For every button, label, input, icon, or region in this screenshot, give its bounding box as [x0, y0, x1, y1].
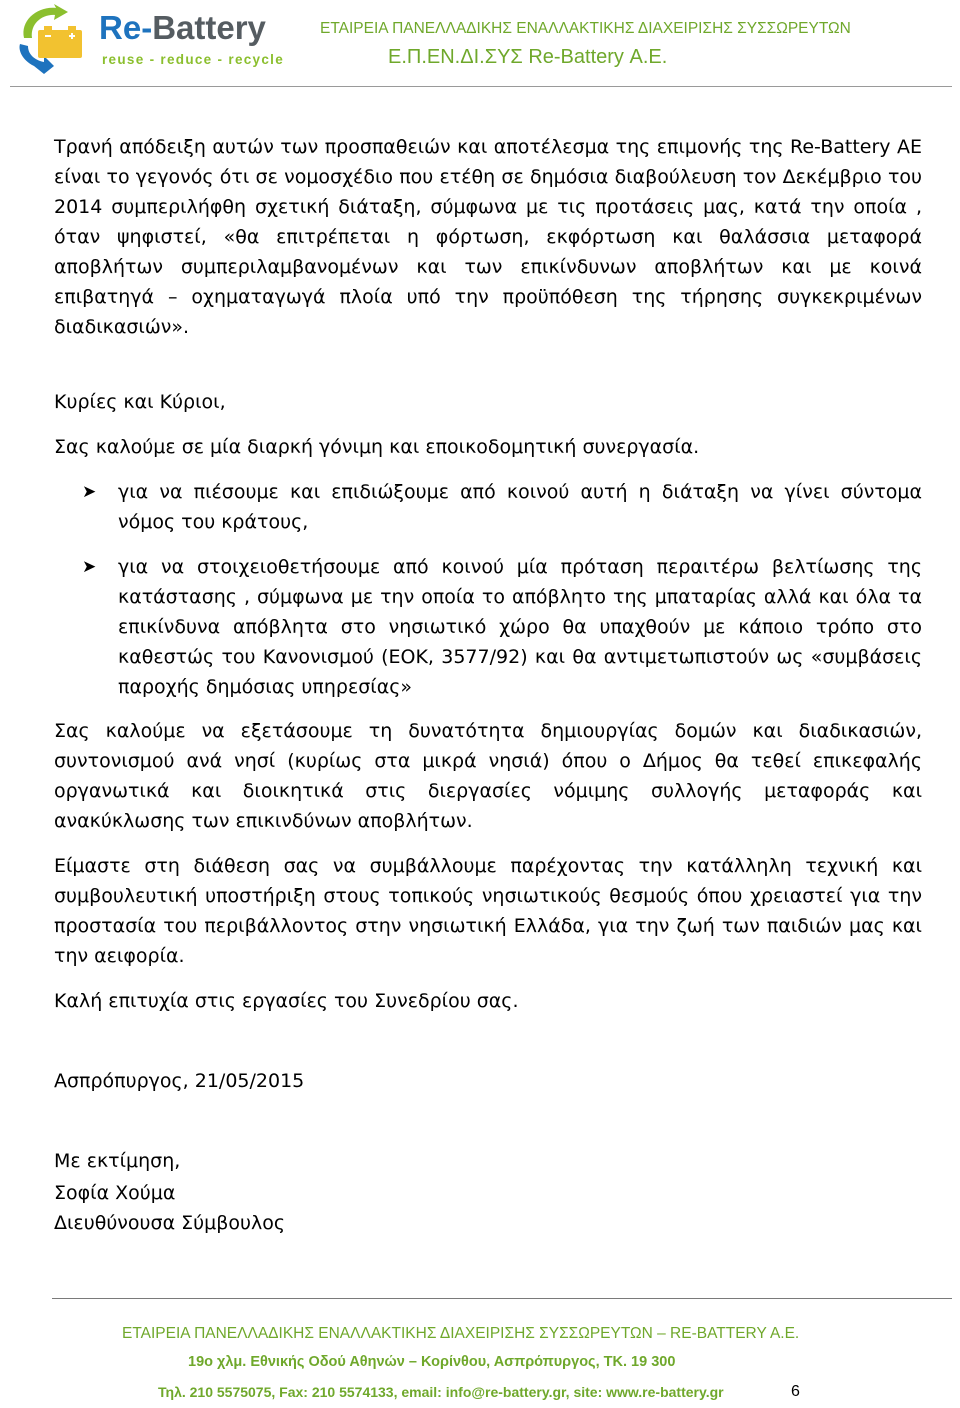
logo-re-text: Re [99, 9, 142, 46]
bullet-text-1: για να πιέσουμε και επιδιώξουμε από κοινού αυτή η διάταξη να γίνει σύντομα νόμος του κράτους, [118, 481, 922, 533]
company-logo [14, 4, 304, 74]
signatory-title: Διευθύνουσα Σύμβουλος [54, 1212, 285, 1234]
paragraph-1: Τρανή απόδειξη αυτών των προσπαθειών και αποτέλεσμα της επιμονής της Re-Battery ΑΕ είναι το γεγονός ότι σε νομοσχέδιο που ετέθη σε δημόσια διαβούλευση τον Δεκέμβριο του 2014 συμπεριλήφθη σχετική διάταξη, σύμφωνα με τις προτάσεις μας, κατά την οποία , όταν ψηφιστεί, «θα επιτρέπεται η φόρτωση, εκφόρτωση και θαλάσσια μεταφορά αποβλήτων συμπεριλαμβανομένων και των επικίνδυνων αποβλήτων και με κοινά επιβατηγά – οχηματαγωγά πλοία υπό την προϋπόθεση της τήρησης συγκεκριμένων διαδικασιών». [54, 136, 922, 338]
paragraph-2: Σας καλούμε να εξετάσουμε τη δυνατότητα δημιουργίας δομών και διαδικασιών, συντονισμού ανά νησί (κυρίως στα μικρά νησιά) όπου ο Δήμος θα τεθεί επικεφαλής οργανωτικά και διοικητικά στις διεργασίες νόμιμης συλλογής μεταφοράς και ανακύκλωσης των επικινδύνων αποβλήτων. [54, 720, 922, 832]
header-divider [10, 86, 952, 87]
paragraph-4: Καλή επιτυχία στις εργασίες του Συνεδρίου σας. [54, 990, 519, 1012]
signatory-name: Σοφία Χούμα [54, 1182, 176, 1204]
footer-divider [52, 1298, 952, 1299]
arrow-bullet-icon: ➤ [82, 482, 97, 502]
footer-contact: Τηλ. 210 5575075, Fax: 210 5574133, email: info@re-battery.gr, site: www.re-battery.gr [158, 1384, 724, 1400]
logo-wordmark [99, 8, 266, 48]
bullet-item-1 [54, 477, 922, 537]
company-full-name: ΕΤΑΙΡΕΙΑ ΠΑΝΕΛΛΑΔΙΚΗΣ ΕΝΑΛΛΑΚΤΙΚΗΣ ΔΙΑΧΕΙΡΙΣΗΣ ΣΥΣΣΩΡΕΥΤΩΝ [320, 20, 851, 37]
place-date: Ασπρόπυργος, 21/05/2015 [54, 1070, 305, 1092]
company-short-name: Ε.Π.ΕΝ.ΔΙ.ΣΥΣ Re-Battery Α.Ε. [388, 46, 668, 68]
bullet-text-2: για να στοιχειοθετήσουμε από κοινού μία πρόταση περαιτέρω βελτίωσης της κατάστασης , σύμφωνα με την οποία το απόβλητο της μπαταρίας αλλά και όλα τα επικίνδυνα απόβλητα στο νησιωτικό χώρο θα υπαχθούν με κάποιο τρόπο στο καθεστώς του Κανονισμού (ΕΟΚ, 3577/92) και θα αντιμετωπιστούν ως «συμβάσεις παροχής δημόσιας υπηρεσίας» [118, 556, 922, 698]
footer-address: 19ο χλμ. Εθνικής Οδού Αθηνών – Κορίνθου, Ασπρόπυργος, ΤΚ. 19 300 [188, 1354, 676, 1370]
logo-battery-text: Battery [152, 9, 266, 46]
arrow-bullet-icon: ➤ [82, 557, 97, 577]
recycle-battery-icon [14, 4, 106, 74]
footer-company: ΕΤΑΙΡΕΙΑ ΠΑΝΕΛΛΑΔΙΚΗΣ ΕΝΑΛΛΑΚΤΙΚΗΣ ΔΙΑΧΕΙΡΙΣΗΣ ΣΥΣΣΩΡΕΥΤΩΝ – RE-BATTERY A.E. [122, 1325, 800, 1342]
closing: Με εκτίμηση, [54, 1150, 181, 1172]
invitation: Σας καλούμε σε μία διαρκή γόνιμη και εποικοδομητική συνεργασία. [54, 436, 700, 458]
paragraph-3: Είμαστε στη διάθεση σας να συμβάλλουμε παρέχοντας την κατάλληλη τεχνική και συμβουλευτική υποστήριξη στους τοπικούς νησιωτικούς θεσμούς όπου χρειαστεί για την προστασία του περιβάλλοντος στην νησιωτική Ελλάδα, για την ζωή των παιδιών μας και την αειφορία. [54, 855, 922, 967]
logo-tagline: reuse - reduce - recycle [102, 52, 285, 67]
bullet-item-2 [54, 552, 922, 702]
page-number: 6 [791, 1383, 800, 1400]
salutation: Κυρίες και Κύριοι, [54, 391, 226, 413]
letter-body [54, 132, 922, 1238]
logo-dash-text: - [141, 9, 153, 46]
